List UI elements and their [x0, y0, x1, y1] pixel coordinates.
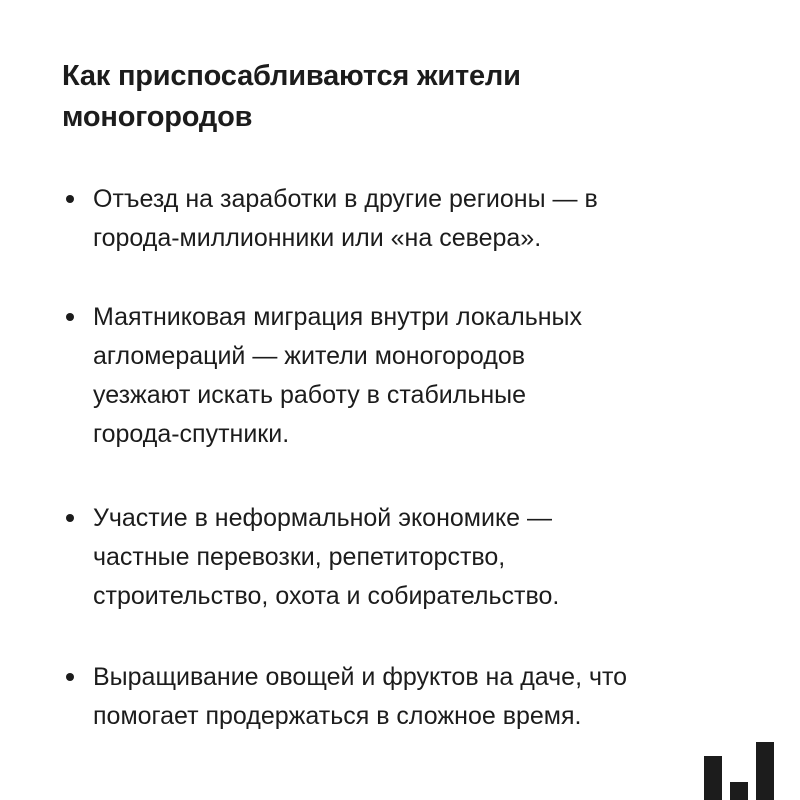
bullet-dot-icon	[66, 673, 74, 681]
bullet-dot-icon	[66, 514, 74, 522]
page-title: Как приспосабливаются жители моногородов	[62, 60, 521, 133]
list-item-text: Выращивание овощей и фруктов на даче, что помогает продержаться в сложное время.	[93, 663, 628, 730]
bullet-dot-icon	[66, 195, 74, 203]
bullet-dot-icon	[66, 313, 74, 321]
list-item-text: Отъезд на заработки в другие регионы — в города-миллионники или «на севера».	[93, 185, 598, 252]
list-item-text: Участие в неформальной экономике — частные перевозки, репетиторство, строительство, охота и собирательство.	[93, 504, 560, 610]
list-item-text: Маятниковая миграция внутри локальных агломераций — жители моногородов уезжают искать работу в стабильные города-спутники.	[93, 303, 583, 448]
bar-logo-icon	[704, 742, 774, 800]
